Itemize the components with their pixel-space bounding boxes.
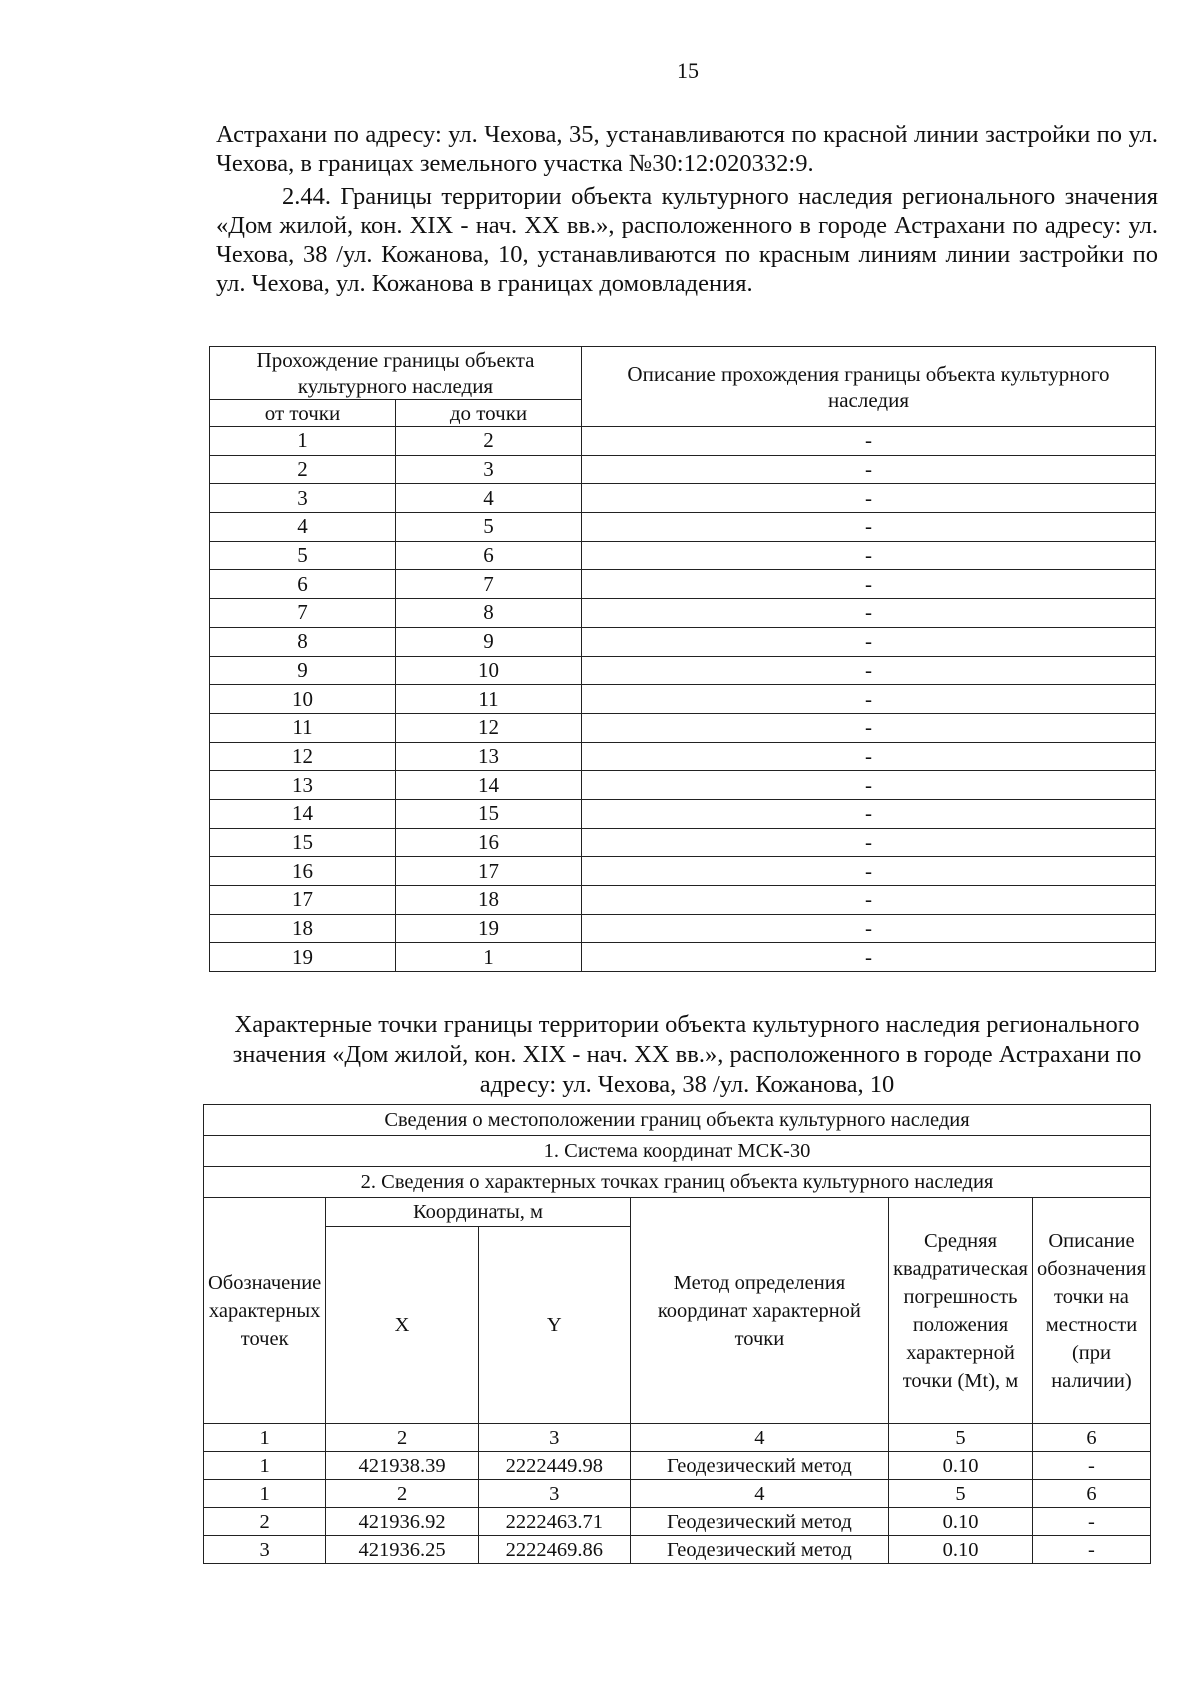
cell-to: 15 [396,799,582,828]
cell-y: 2222463.71 [478,1508,630,1536]
table-row [204,1452,1151,1480]
cell-y: 2222469.86 [478,1536,630,1564]
table-row [210,541,1156,570]
cell-desc: - [582,541,1156,570]
header-coordinates: Координаты, м [326,1198,630,1227]
cell-description: 6 [1032,1424,1150,1452]
cell-to: 19 [396,914,582,943]
cell-desc: - [582,943,1156,972]
table-row [210,599,1156,628]
table-row [204,1508,1151,1536]
cell-method: Геодезический метод [630,1536,888,1564]
paragraph-2-44: 2.44. Границы территории объекта культурного наследия регионального значения «Дом жилой, кон. XIX - нач. XX вв.», расположенного в городе Астрахани по адресу: ул. Чехова, 38 /ул. Кожанова, 10, устанавливаются по красным линиям линии застройки по ул. Чехова, ул. Кожанова в границах домовладения. [216,183,1158,297]
table-row [210,570,1156,599]
cell-error: 5 [889,1424,1033,1452]
cell-desc: - [582,484,1156,513]
cell-from: 13 [210,771,396,800]
cell-to: 2 [396,427,582,456]
points-table-title: Сведения о местоположении границ объекта культурного наследия [204,1105,1151,1136]
header-method: Метод определения координат характерной точки [630,1198,888,1424]
cell-from: 17 [210,886,396,915]
table-row [210,771,1156,800]
cell-y: 3 [478,1424,630,1452]
cell-from: 9 [210,656,396,685]
cell-to: 4 [396,484,582,513]
header-x: X [326,1227,479,1424]
cell-from: 7 [210,599,396,628]
cell-y: 3 [478,1480,630,1508]
cell-to: 6 [396,541,582,570]
table-row [210,857,1156,886]
cell-from: 14 [210,799,396,828]
cell-designation: 1 [204,1480,326,1508]
header-error: Средняя квадратическая погрешность положения характерной точки (Mt), м [889,1198,1033,1424]
table-row [210,886,1156,915]
cell-designation: 1 [204,1452,326,1480]
cell-to: 11 [396,685,582,714]
table-row [210,656,1156,685]
cell-from: 8 [210,627,396,656]
points-caption: Характерные точки границы территории объекта культурного наследия регионального значения «Дом жилой, кон. XIX - нач. XX вв.», расположенного в городе Астрахани по адресу: ул. Чехова, 38 /ул. Кожанова, 10 [232,1011,1142,1098]
header-y: Y [478,1227,630,1424]
table-row [210,943,1156,972]
cell-desc: - [582,685,1156,714]
cell-desc: - [582,771,1156,800]
cell-desc: - [582,799,1156,828]
cell-desc: - [582,427,1156,456]
cell-y: 2222449.98 [478,1452,630,1480]
table-row [210,799,1156,828]
table-row [210,627,1156,656]
cell-x: 421936.92 [326,1508,479,1536]
cell-desc: - [582,513,1156,542]
cell-desc: - [582,599,1156,628]
table-row [210,914,1156,943]
cell-desc: - [582,713,1156,742]
cell-method: 4 [630,1424,888,1452]
cell-from: 10 [210,685,396,714]
cell-from: 5 [210,541,396,570]
cell-description: 6 [1032,1480,1150,1508]
table-row [210,685,1156,714]
table-row [210,742,1156,771]
cell-to: 13 [396,742,582,771]
cell-from: 16 [210,857,396,886]
cell-from: 4 [210,513,396,542]
points-table-subtitle: 2. Сведения о характерных точках границ объекта культурного наследия [204,1167,1151,1198]
cell-x: 2 [326,1424,479,1452]
table-row [210,427,1156,456]
paragraph-continuation: Астрахани по адресу: ул. Чехова, 35, устанавливаются по красной линии застройки по ул. Чехова, в границах земельного участка №30:12:020332:9. [216,121,1158,177]
table-row [204,1536,1151,1564]
cell-description: - [1032,1508,1150,1536]
cell-desc: - [582,914,1156,943]
cell-to: 16 [396,828,582,857]
page-number: 15 [677,58,699,83]
boundary-header-group: Прохождение границы объекта культурного наследия [210,347,582,400]
cell-from: 12 [210,742,396,771]
cell-to: 5 [396,513,582,542]
cell-desc: - [582,570,1156,599]
cell-to: 12 [396,713,582,742]
cell-to: 18 [396,886,582,915]
cell-desc: - [582,828,1156,857]
cell-from: 18 [210,914,396,943]
cell-from: 2 [210,455,396,484]
boundary-header-description: Описание прохождения границы объекта культурного наследия [582,347,1156,427]
boundary-header-from: от точки [210,400,396,427]
cell-x: 421938.39 [326,1452,479,1480]
cell-desc: - [582,455,1156,484]
cell-from: 3 [210,484,396,513]
cell-from: 15 [210,828,396,857]
cell-desc: - [582,857,1156,886]
cell-method: Геодезический метод [630,1508,888,1536]
cell-error: 0.10 [889,1452,1033,1480]
table-row [210,513,1156,542]
cell-desc: - [582,627,1156,656]
cell-to: 1 [396,943,582,972]
cell-designation: 3 [204,1536,326,1564]
cell-x: 421936.25 [326,1536,479,1564]
cell-desc: - [582,656,1156,685]
cell-desc: - [582,886,1156,915]
cell-method: 4 [630,1480,888,1508]
cell-x: 2 [326,1480,479,1508]
cell-to: 14 [396,771,582,800]
cell-from: 19 [210,943,396,972]
cell-designation: 2 [204,1508,326,1536]
cell-error: 0.10 [889,1508,1033,1536]
cell-description: - [1032,1452,1150,1480]
cell-from: 6 [210,570,396,599]
header-description: Описание обозначения точки на местности (при наличии) [1032,1198,1150,1424]
boundary-table [209,346,1156,972]
table-row [204,1424,1151,1452]
cell-to: 10 [396,656,582,685]
table-row [210,484,1156,513]
table-row [204,1480,1151,1508]
cell-from: 1 [210,427,396,456]
cell-to: 17 [396,857,582,886]
cell-description: - [1032,1536,1150,1564]
cell-to: 8 [396,599,582,628]
cell-to: 3 [396,455,582,484]
cell-designation: 1 [204,1424,326,1452]
points-table [203,1104,1151,1564]
header-designation: Обозначение характерных точек [204,1198,326,1424]
cell-to: 9 [396,627,582,656]
table-row [210,713,1156,742]
boundary-header-to: до точки [396,400,582,427]
table-row [210,828,1156,857]
cell-from: 11 [210,713,396,742]
coordinate-system: 1. Система координат МСК-30 [204,1136,1151,1167]
cell-method: Геодезический метод [630,1452,888,1480]
cell-error: 0.10 [889,1536,1033,1564]
cell-error: 5 [889,1480,1033,1508]
cell-to: 7 [396,570,582,599]
cell-desc: - [582,742,1156,771]
table-row [210,455,1156,484]
